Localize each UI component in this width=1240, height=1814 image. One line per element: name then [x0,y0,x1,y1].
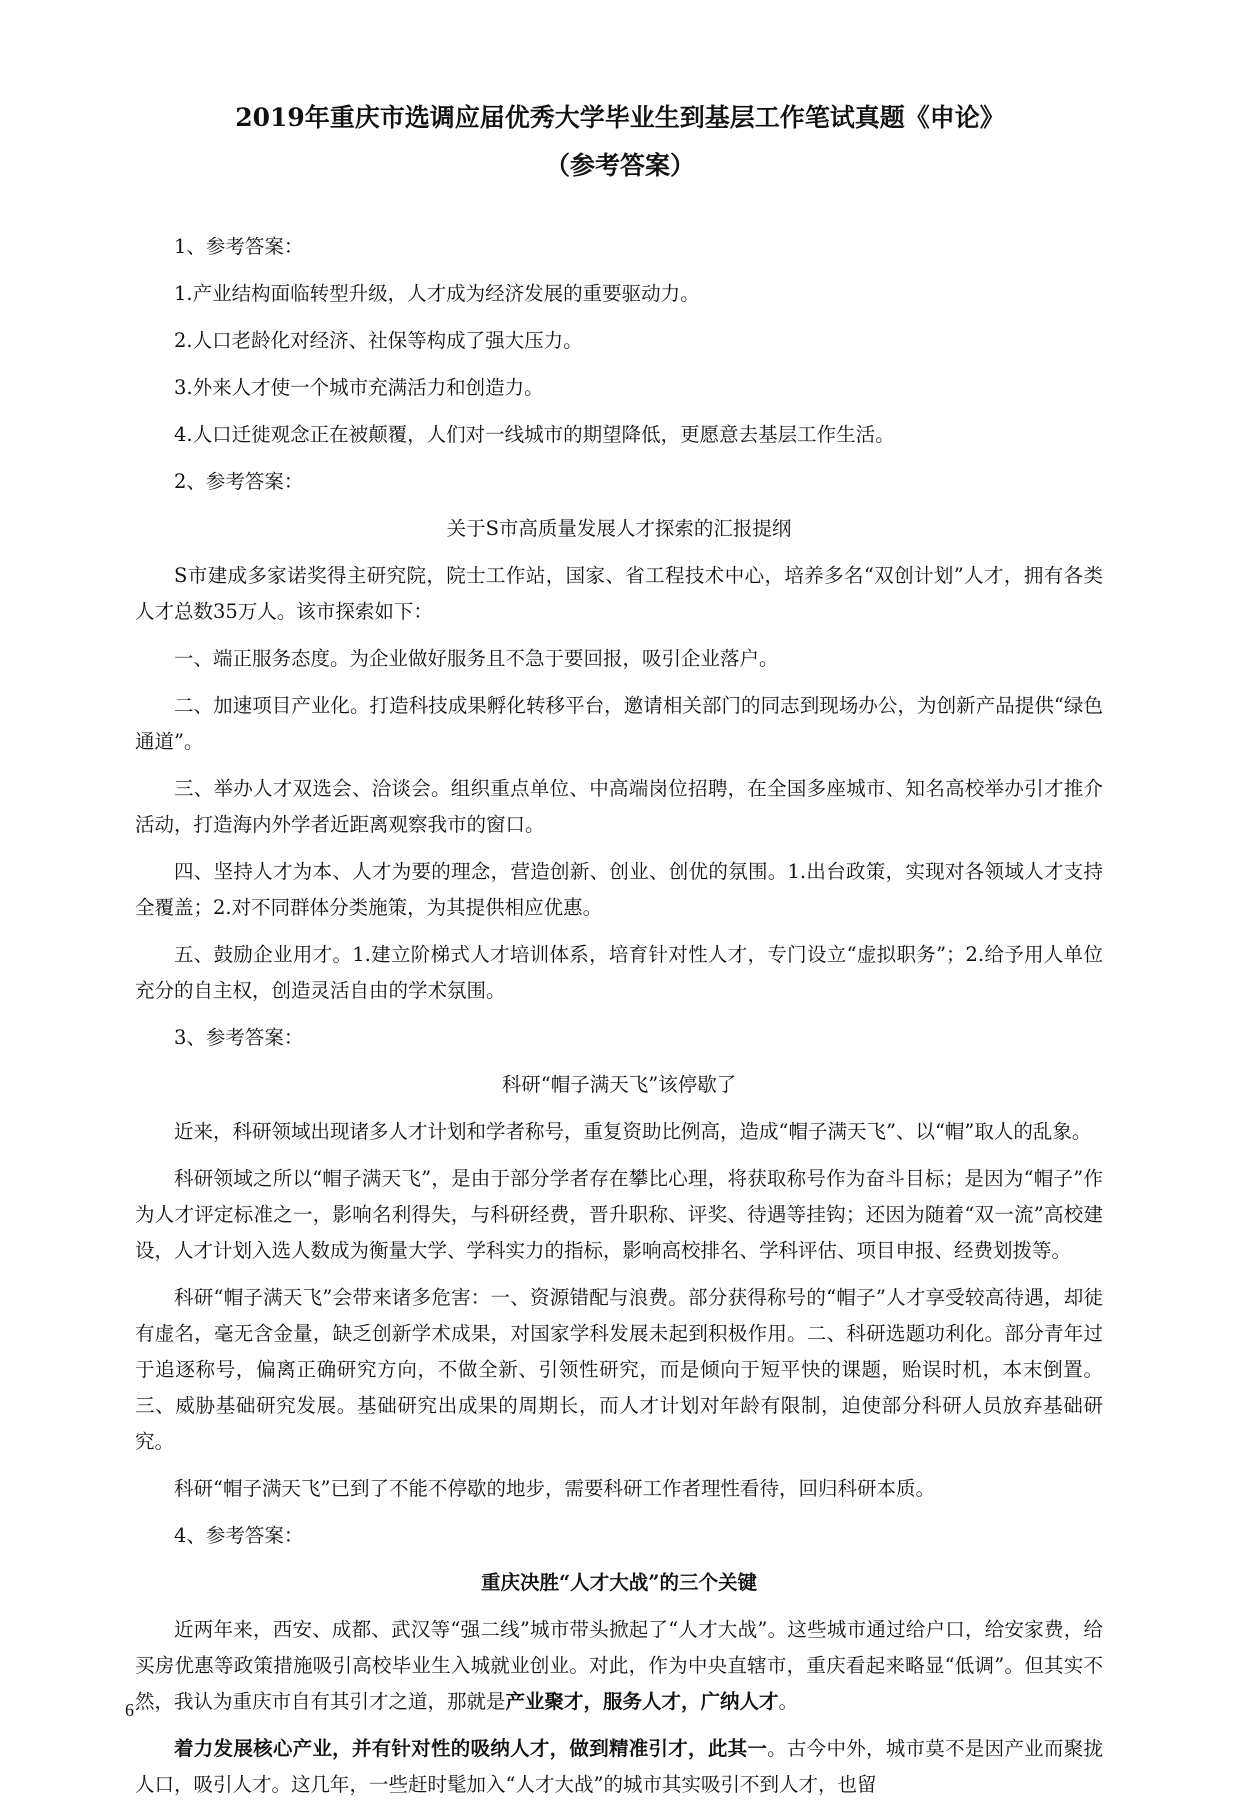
answer-3-paragraph: 科研“帽子满天飞”已到了不能不停歇的地步，需要科研工作者理性看待，回归科研本质。 [174,1477,935,1500]
answer-1-item: 2.人口老龄化对经济、社保等构成了强大压力。 [174,329,583,352]
answer-4-paragraph [135,1731,1103,1803]
answer-2-title: 关于S市高质量发展人才探索的汇报提纲 [446,517,792,540]
answer-2-paragraph: S市建成多家诺奖得主研究院，院士工作站，国家、省工程技术中心，培养多名“双创计划”人才，拥有各类人才总数35万人。该市探索如下： [135,564,1103,623]
answer-1-item: 3.外来人才使一个城市充满活力和创造力。 [174,376,544,399]
answer-2-paragraph: 三、举办人才双选会、洽谈会。组织重点单位、中高端岗位招聘，在全国多座城市、知名高校举办引才推介活动，打造海内外学者近距离观察我市的窗口。 [135,777,1103,836]
answer-1-item: 4.人口迁徙观念正在被颠覆，人们对一线城市的期望降低，更愿意去基层工作生活。 [174,423,895,446]
answer-2-heading: 2、参考答案： [174,470,304,493]
answer-3-title: 科研“帽子满天飞”该停歇了 [501,1073,737,1096]
answer-3-paragraph: 近来，科研领域出现诸多人才计划和学者称号，重复资助比例高，造成“帽子满天飞”、以“帽”取人的乱象。 [174,1120,1092,1143]
document-subtitle: （参考答案） [544,151,695,180]
answer-4-title: 重庆决胜“人才大战”的三个关键 [481,1571,757,1594]
answer-4-paragraph [135,1612,1103,1720]
answer-4-heading: 4、参考答案： [174,1524,304,1547]
answer-4-paragraph-text: 近两年来，西安、成都、武汉等“强二线”城市带头掀起了“人才大战”。这些城市通过给户口，给安家费，给买房优惠等政策措施吸引高校毕业生入城就业创业。对此，作为中央直辖市，重庆看起来略显“低调”。但其实不然，我认为重庆市自有其引才之道，那就是 [135,1618,1103,1713]
answer-2-paragraph: 二、加速项目产业化。打造科技成果孵化转移平台，邀请相关部门的同志到现场办公，为创新产品提供“绿色通道”。 [135,694,1103,753]
answer-2-paragraph: 一、端正服务态度。为企业做好服务且不急于要回报，吸引企业落户。 [174,647,779,670]
document-body [135,229,1103,1814]
document-title: 2019年重庆市选调应届优秀大学毕业生到基层工作笔试真题《申论》 [235,103,1005,132]
answer-4-key-phrase: 产业聚才，服务人才，广纳人才 [505,1690,779,1713]
page-number: 6 [125,1700,134,1720]
answer-1-item: 1.产业结构面临转型升级，人才成为经济发展的重要驱动力。 [174,282,700,305]
answer-4-paragraph-end: 。 [778,1690,799,1713]
answer-4-paragraph-text: 。古今中外，城市莫不是因产业而聚拢人口，吸引人才。这几年，一些赶时髦加入“人才大战”的城市其实吸引不到人才，也留 [135,1737,1103,1796]
answer-3-paragraph: 科研领域之所以“帽子满天飞”，是由于部分学者存在攀比心理，将获取称号作为奋斗目标；是因为“帽子”作为人才评定标准之一，影响名利得失，与科研经费，晋升职称、评奖、待遇等挂钩；还因为随着“双一流”高校建设，人才计划入选人数成为衡量大学、学科实力的指标，影响高校排名、学科评估、项目申报、经费划拨等。 [135,1167,1103,1262]
answer-3-heading: 3、参考答案： [174,1026,304,1049]
answer-3-paragraph: 科研“帽子满天飞”会带来诸多危害：一、资源错配与浪费。部分获得称号的“帽子”人才享受较高待遇，却徒有虚名，毫无含金量，缺乏创新学术成果，对国家学科发展未起到积极作用。二、科研选题功利化。部分青年过于追逐称号，偏离正确研究方向，不做全新、引领性研究，而是倾向于短平快的课题，贻误时机，本末倒置。三、威胁基础研究发展。基础研究出成果的周期长，而人才计划对年龄有限制，迫使部分科研人员放弃基础研究。 [135,1286,1103,1453]
answer-2-paragraph: 五、鼓励企业用才。1.建立阶梯式人才培训体系，培育针对性人才，专门设立“虚拟职务”；2.给予用人单位充分的自主权，创造灵活自由的学术氛围。 [135,943,1103,1002]
answer-4-point-heading: 着力发展核心产业，并有针对性的吸纳人才，做到精准引才，此其一 [174,1737,768,1760]
answer-2-paragraph: 四、坚持人才为本、人才为要的理念，营造创新、创业、创优的氛围。1.出台政策，实现对各领域人才支持全覆盖；2.对不同群体分类施策，为其提供相应优惠。 [135,860,1103,919]
answer-1-heading: 1、参考答案： [174,235,304,258]
